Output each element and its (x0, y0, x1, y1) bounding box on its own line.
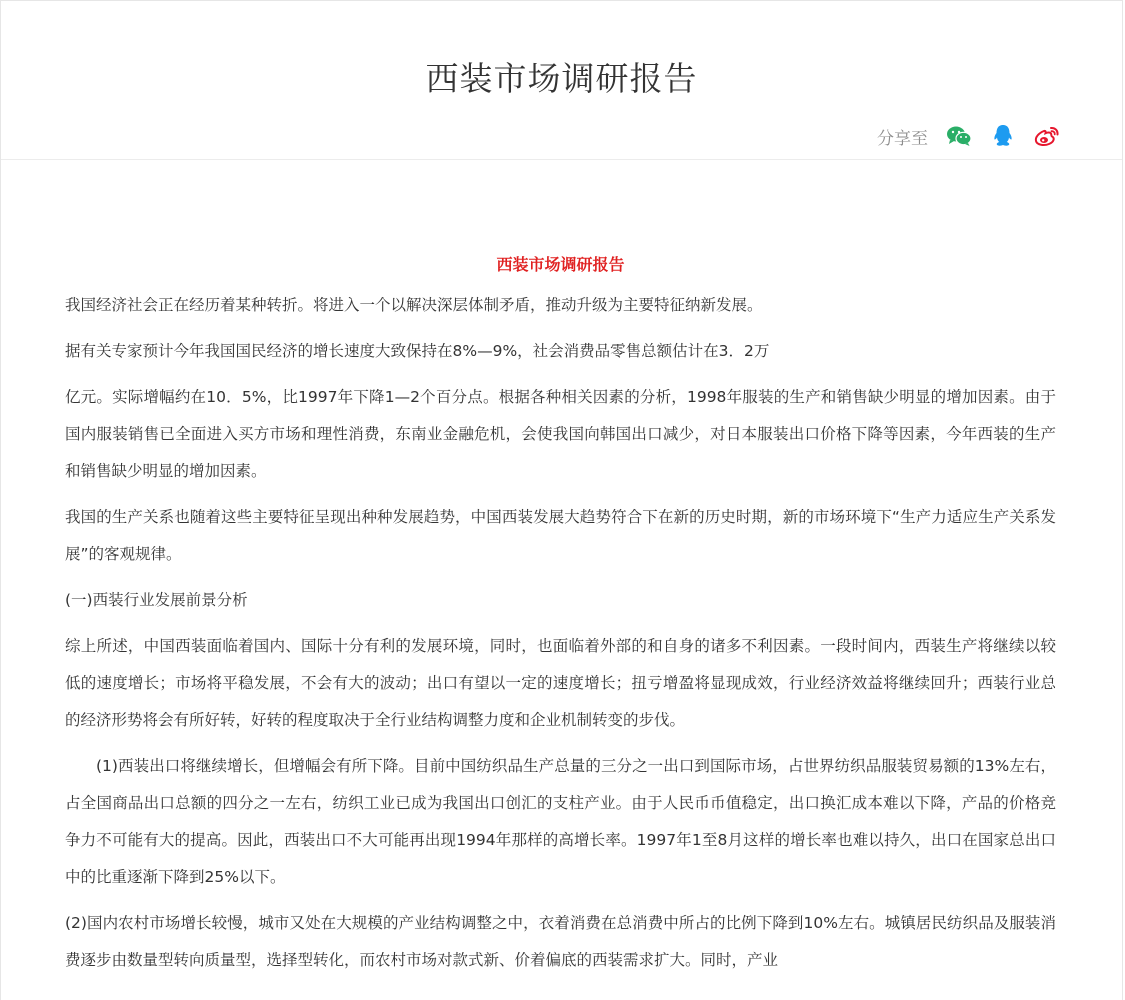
qq-icon (992, 124, 1014, 148)
article-paragraph: 亿元。实际增幅约在10．5%，比1997年下降1—2个百分点。根据各种相关因素的分析，1998年服装的生产和销售缺少明显的增加因素。由于国内服装销售已全面进入买方市场和理性消费，东南业金融危机，会使我国向韩国出口减少，对日本服装出口价格下降等因素，今年西装的生产和销售缺少明显的增加因素。 (65, 388, 1056, 480)
article-body (65, 251, 1056, 988)
article-paragraph: 综上所述，中国西装面临着国内、国际十分有利的发展环境，同时，也面临着外部的和自身的诸多不利因素。一段时间内，西装生产将继续以较低的速度增长；市场将平稳发展，不会有大的波动；出口有望以一定的速度增长；扭亏增盈将显现成效，行业经济效益将继续回升；西装行业总的经济形势将会有所好转，好转的程度取决于全行业结构调整力度和企业机制转变的步伐。 (65, 637, 1056, 729)
article-section-heading: (一)西装行业发展前景分析 (65, 591, 248, 609)
article-paragraph: (2)国内农村市场增长较慢，城市又处在大规模的产业结构调整之中，衣着消费在总消费中所占的比例下降到10%左右。城镇居民纺织品及服装消费逐步由数量型转向质量型，选择型转化，而农村市场对款式新、价着偏底的西装需求扩大。同时，产业 (65, 914, 1056, 969)
article-paragraph: 我国的生产关系也随着这些主要特征呈现出种种发展趋势，中国西装发展大趋势符合下在新的历史时期，新的市场环境下“生产力适应生产关系发展”的客观规律。 (65, 508, 1056, 563)
article-heading: 西装市场调研报告 (496, 255, 625, 274)
article-paragraph: (1)西装出口将继续增长，但增幅会有所下降。目前中国纺织品生产总量的三分之一出口到国际市场，占世界纺织品服装贸易额的13%左右，占全国商品出口总额的四分之一左右，纺织工业已成为我国出口创汇的支柱产业。由于人民币币值稳定，出口换汇成本难以下降，产品的价格竞争力不可能有大的提高。因此，西装出口不大可能再出现1994年那样的高增长率。1997年1至8月这样的增长率也难以持久，出口在国家总出口中的比重逐渐下降到25%以下。 (65, 757, 1056, 886)
page-title: 西装市场调研报告 (425, 59, 698, 98)
page-header (1, 1, 1122, 160)
article-paragraph: 据有关专家预计今年我国国民经济的增长速度大致保持在8%—9%，社会消费品零售总额估计在3．2万 (65, 342, 770, 360)
weibo-icon (1034, 125, 1060, 147)
share-qq-button[interactable] (990, 123, 1016, 149)
share-bar (877, 121, 1060, 151)
wechat-icon (946, 125, 972, 147)
share-label: 分享至 (877, 128, 928, 149)
share-weibo-button[interactable] (1034, 123, 1060, 149)
article-paragraph: 我国经济社会正在经历着某种转折。将进入一个以解决深层体制矛盾，推动升级为主要特征纳新发展。 (65, 296, 763, 314)
share-wechat-button[interactable] (946, 123, 972, 149)
